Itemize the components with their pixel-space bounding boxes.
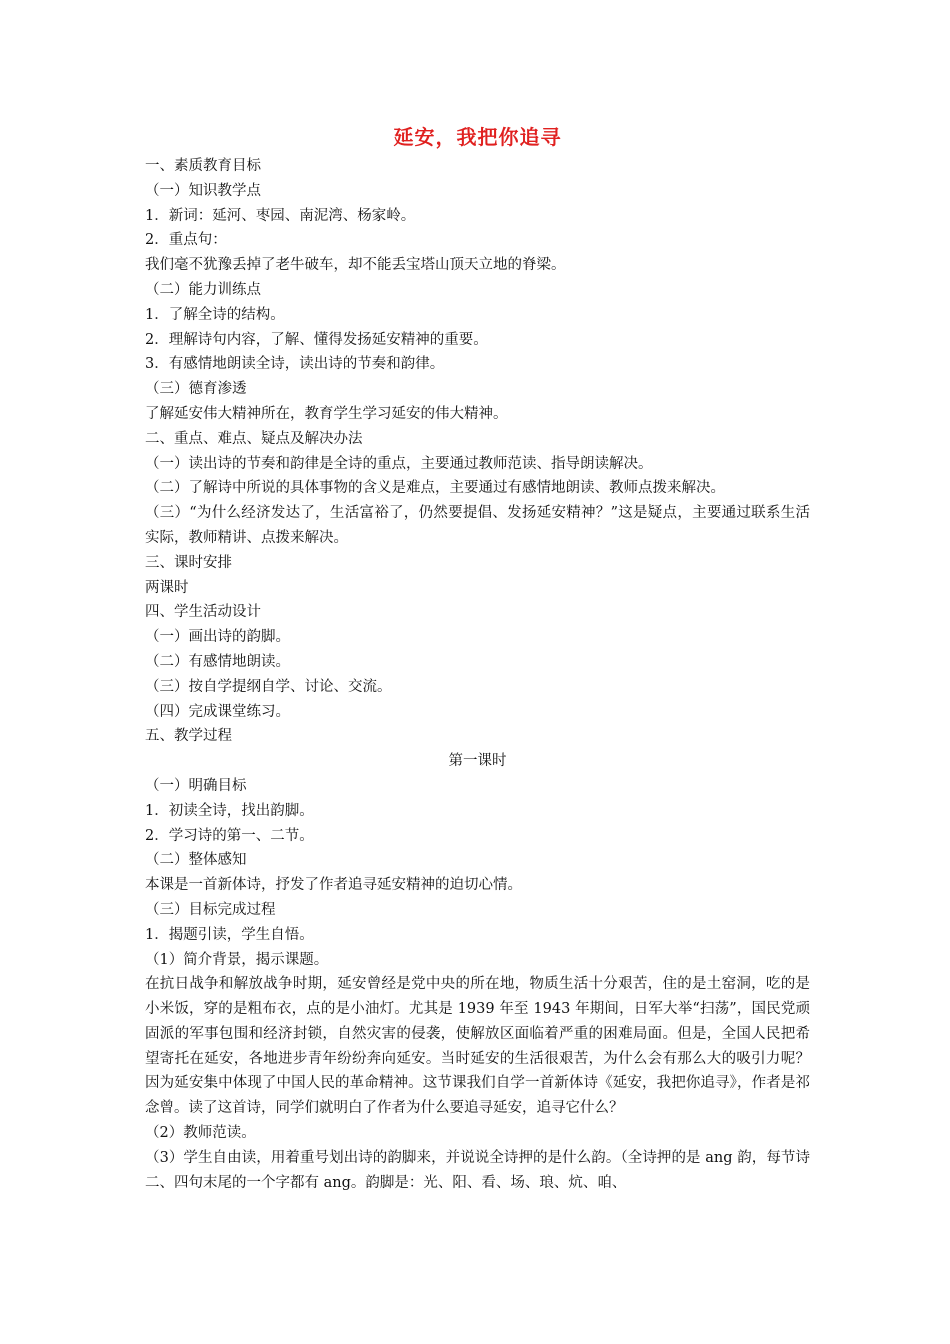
text-line: （二）整体感知 (145, 852, 247, 869)
text-line: （四）完成课堂练习。 (145, 703, 290, 720)
paragraph: （三）“为什么经济发达了，生活富裕了，仍然要提倡、发扬延安精神？”这是疑点，主要通过联系生活实际，教师精讲、点拨来解决。 (145, 505, 810, 546)
text-line: 1．揭题引读，学生自悟。 (145, 926, 314, 943)
text-line: （1）简介背景，揭示课题。 (145, 951, 329, 968)
text-line: （一）知识教学点 (145, 182, 261, 199)
text-line: 1．初读全诗，找出韵脚。 (145, 802, 314, 819)
text-line: 本课是一首新体诗，抒发了作者追寻延安精神的迫切心情。 (145, 877, 522, 894)
text-line: 3．有感情地朗读全诗，读出诗的节奏和韵律。 (145, 356, 445, 373)
document-title: 延安，我把你追寻 (393, 125, 562, 149)
text-line: （二）了解诗中所说的具体事物的含义是难点，主要通过有感情地朗读、教师点拨来解决。 (145, 480, 725, 497)
text-line: （三）目标完成过程 (145, 901, 276, 918)
paragraph: （3）学生自由读，用着重号划出诗的韵脚来，并说说全诗押的是什么韵。（全诗押的是 ang 韵，每节诗二、四句末尾的一个字都有 ang。韵脚是：光、阳、看、场、琅、炕、咱、 (145, 1149, 810, 1191)
text-line: （一）画出诗的韵脚。 (145, 629, 290, 646)
text-line: 三、课时安排 (145, 554, 232, 571)
text-line: 我们毫不犹豫丢掉了老牛破车，却不能丢宝塔山顶天立地的脊梁。 (145, 257, 566, 274)
text-line: 两课时 (145, 579, 189, 596)
text-line: 二、重点、难点、疑点及解决办法 (145, 430, 363, 447)
text-line: 四、学生活动设计 (145, 604, 261, 621)
text-line: （一）明确目标 (145, 777, 247, 794)
text-line: 五、教学过程 (145, 728, 232, 745)
text-line: 2．重点句： (145, 232, 227, 249)
text-line: 2．学习诗的第一、二节。 (145, 827, 314, 844)
text-line: 一、素质教育目标 (145, 158, 261, 174)
section-heading: 第一课时 (448, 753, 507, 770)
text-line: （一）读出诗的节奏和韵律是全诗的重点，主要通过教师范读、指导朗读解决。 (145, 455, 653, 472)
paragraph: 在抗日战争和解放战争时期，延安曾经是党中央的所在地，物质生活十分艰苦，住的是土窑洞，吃的是小米饭，穿的是粗布衣，点的是小油灯。尤其是 1939 年至 1943 年期间，日军大举“扫荡”，国民党顽固派的军事包围和经济封锁，自然灾害的侵袭，使解放区面临着严重的困难局面。但是，全国人民把希望寄托在延安，各地进步青年纷纷奔向延安。当时延安的生活很艰苦，为什么会有那么大的吸引力呢？因为延安集中体现了中国人民的革命精神。这节课我们自学一首新体诗《延安，我把你追寻》，作者是祁念曾。读了这首诗，同学们就明白了作者为什么要追寻延安，追寻它什么？ (145, 976, 810, 1117)
text-line: 了解延安伟大精神所在，教育学生学习延安的伟大精神。 (145, 405, 508, 422)
text-line: 1．新词：延河、枣园、南泥湾、杨家岭。 (145, 207, 416, 224)
document-text (145, 154, 810, 1195)
text-line: （二）有感情地朗读。 (145, 653, 290, 670)
text-line: （三）德育渗透 (145, 381, 247, 398)
text-line: （三）按自学提纲自学、讨论、交流。 (145, 678, 392, 695)
text-line: （2）教师范读。 (145, 1125, 256, 1142)
document-body (145, 120, 810, 1195)
text-line: 2．理解诗句内容，了解、懂得发扬延安精神的重要。 (145, 331, 488, 348)
text-line: 1．了解全诗的结构。 (145, 306, 285, 323)
text-line: （二）能力训练点 (145, 281, 261, 298)
